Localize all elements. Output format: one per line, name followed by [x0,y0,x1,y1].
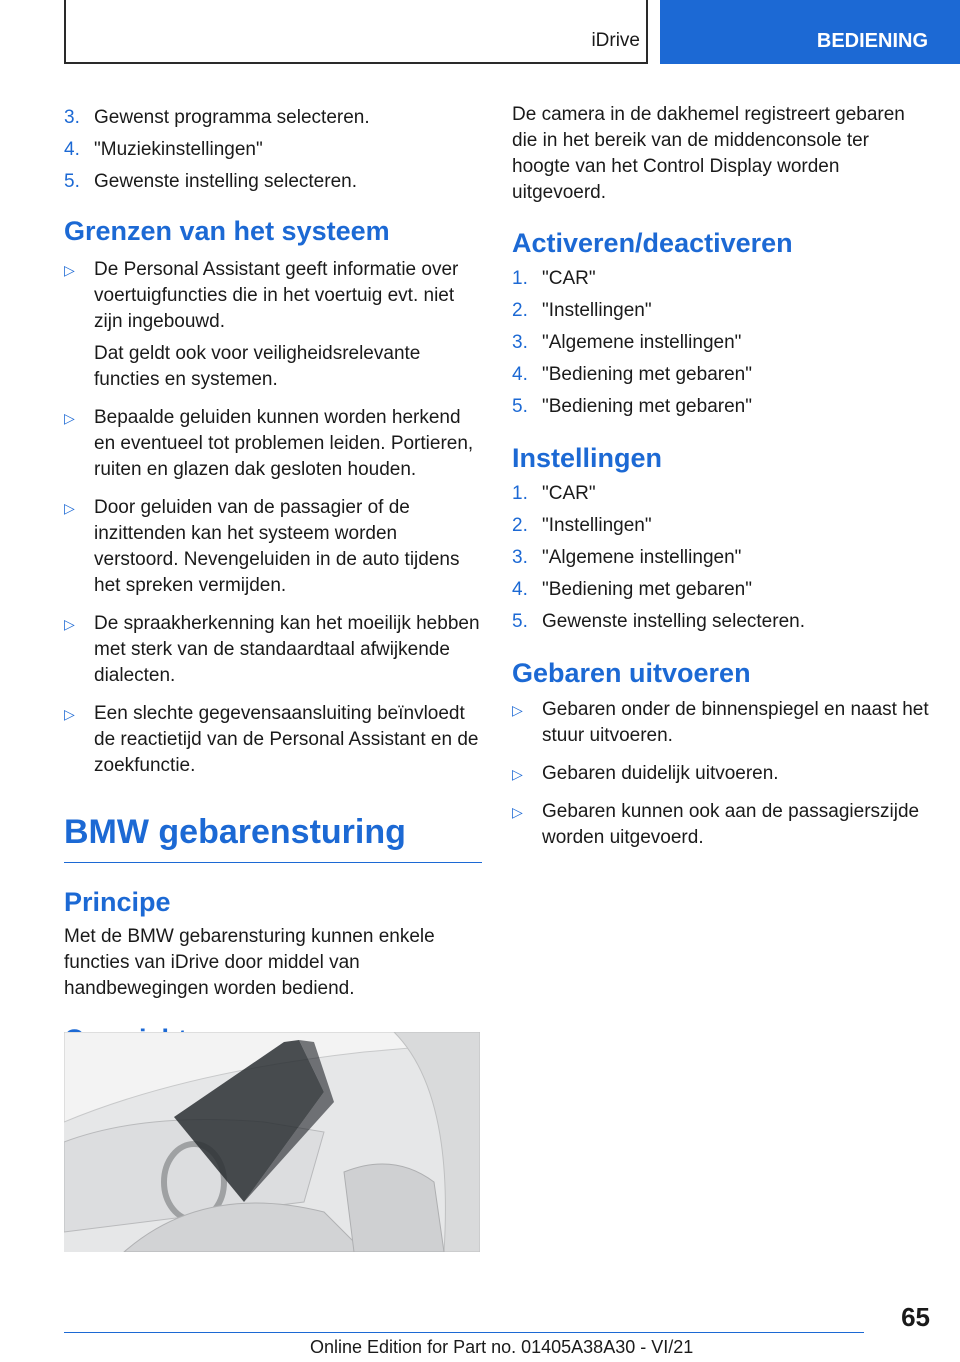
list-item: ▷ Gebaren kunnen ook aan de passagierszijde worden uitgevoerd. [512,799,932,857]
list-item: 4. "Bediening met gebaren" [512,364,752,385]
bullet-triangle-icon: ▷ [64,616,75,632]
activate-heading: Activeren/deactiveren [512,228,793,258]
principle-text: Met de BMW gebarensturing kunnen enkele functies van iDrive door middel van handbewegingen worden bediend. [64,926,435,999]
chapter-title: BMW gebarensturing [64,813,406,851]
settings-steps [512,478,932,638]
steps-list [64,102,482,198]
list-item: 5. Gewenste instelling selecteren. [512,611,805,632]
activate-steps [512,263,932,423]
list-item: 2. "Instellingen" [512,515,652,536]
bullet-triangle-icon: ▷ [64,706,75,722]
list-item: ▷ Door geluiden van de passagier of de inzittenden kan het systeem worden verstoord. Nevengeluiden in de auto tijdens het spreken vermijden. [64,495,482,605]
bullet-triangle-icon: ▷ [512,766,523,782]
list-item: 1. "CAR" [512,483,596,504]
settings-heading: Instellingen [512,443,663,473]
list-item: 5. Gewenste instelling selecteren. [64,171,357,192]
list-item: 2. "Instellingen" [512,300,652,321]
chapter-tab[interactable]: BEDIENING [660,0,960,64]
principle-heading: Principe [64,887,171,917]
title-divider [64,862,482,863]
list-item: 3. "Algemene instellingen" [512,332,742,353]
car-interior-image [64,1032,480,1252]
footer-divider [64,1332,864,1333]
gestures-heading: Gebaren uitvoeren [512,658,751,688]
gestures-list [512,697,932,857]
limits-list [64,257,482,785]
camera-intro: De camera in de dakhemel registreert gebaren die in het bereik van de middenconsole ter hoogte van het Control Display worden uitgevoerd. [512,104,905,203]
list-item: 4. "Muziekinstellingen" [64,139,263,160]
page-number: 65 [901,1302,930,1332]
limits-heading: Grenzen van het systeem [64,216,390,246]
gesture-camera-illustration [64,1032,480,1252]
list-item: 3. Gewenst programma selecteren. [64,107,370,128]
header-section-label: iDrive [591,30,640,51]
bullet-triangle-icon: ▷ [512,804,523,820]
list-item: 1. "CAR" [512,268,596,289]
right-column [512,102,932,863]
bullet-triangle-icon: ▷ [64,500,75,516]
list-item: ▷ De spraakherkenning kan het moeilijk hebben met sterk van de standaardtaal afwijkende dialecten. [64,611,482,695]
bullet-triangle-icon: ▷ [64,262,75,278]
list-item: ▷ Gebaren duidelijk uitvoeren. [512,761,932,793]
list-item: ▷ Bepaalde geluiden kunnen worden herkend en eventueel tot problemen leiden. Portieren, ruiten en glazen dak gesloten houden. [64,405,482,489]
bullet-triangle-icon: ▷ [64,410,75,426]
list-item: ▷ De Personal Assistant geeft informatie over voertuigfuncties die in het voertuig evt. niet zijn ingebouwd. Dat geldt ook voor veiligheidsrelevante functies en systemen. [64,257,482,399]
list-item: 4. "Bediening met gebaren" [512,579,752,600]
edition-note: Online Edition for Part no. 01405A38A30 - VI/21 [310,1337,694,1357]
bullet-triangle-icon: ▷ [512,702,523,718]
list-item: 5. "Bediening met gebaren" [512,396,752,417]
list-item: 3. "Algemene instellingen" [512,547,742,568]
left-column [64,102,482,1055]
list-item: ▷ Een slechte gegevensaansluiting beïnvloedt de reactietijd van de Personal Assistant en de zoekfunctie. [64,701,482,785]
list-item: ▷ Gebaren onder de binnenspiegel en naast het stuur uitvoeren. [512,697,932,755]
